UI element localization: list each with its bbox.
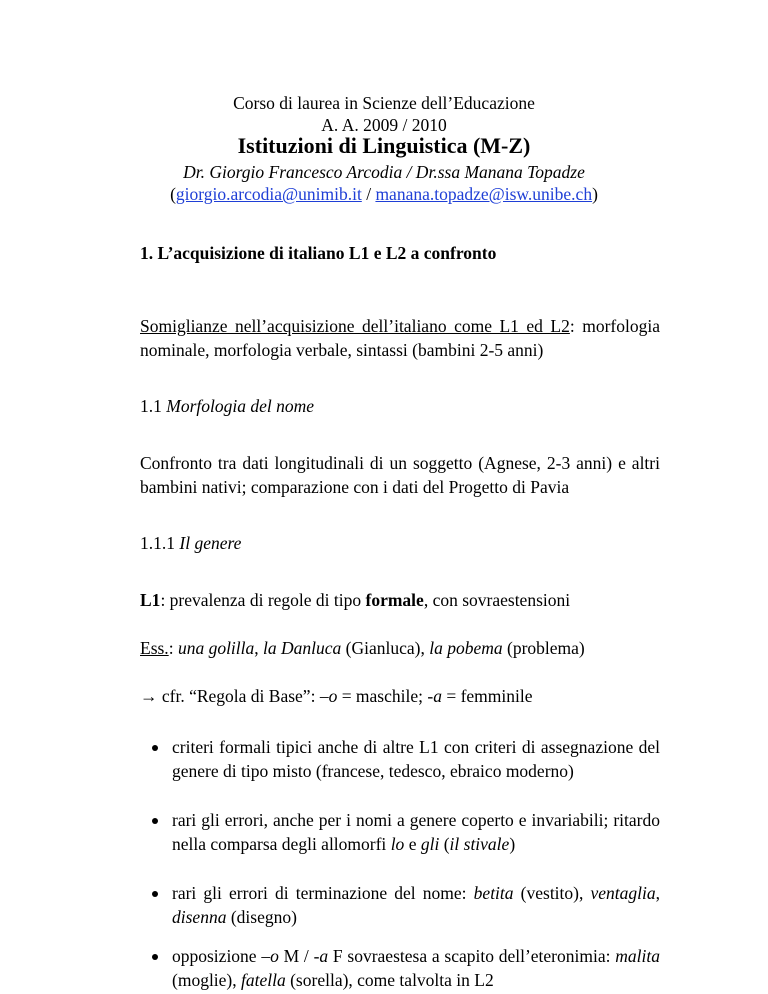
list-item-text-part: rari gli errori, anche per i nomi a genere coperto e invariabili; ritardo nella comparsa degli allomorfi xyxy=(172,810,660,854)
list-item-text-part: (moglie), xyxy=(172,970,242,990)
sub-subsection-number: 1.1.1 xyxy=(140,533,180,553)
bullet-icon xyxy=(152,745,158,751)
example-word: la pobema xyxy=(429,638,503,658)
rule-suffix-o: –o xyxy=(319,686,338,706)
examples-colon: : xyxy=(168,638,178,658)
sub-subsection-title: Il genere xyxy=(179,533,242,553)
examples-line xyxy=(140,637,585,659)
example-word: il stivale xyxy=(449,834,510,854)
page-title: Istituzioni di Linguistica (M-Z) xyxy=(237,133,531,158)
l1-text-end: , con sovraestensioni xyxy=(423,590,571,610)
rule-text-mid: = maschile; xyxy=(337,686,428,706)
rule-text-end: = femminile xyxy=(441,686,533,706)
contacts xyxy=(0,183,768,205)
bullet-icon xyxy=(152,891,158,897)
section-heading: 1. L’acquisizione di italiano L1 e L2 a confronto xyxy=(140,243,497,263)
example-word: –o xyxy=(261,946,279,966)
subsection-heading xyxy=(140,395,314,417)
example-word: gli xyxy=(420,834,440,854)
list-item-text-part: (vestito), xyxy=(513,883,591,903)
example-word: malita xyxy=(615,946,660,966)
arrow-icon: → xyxy=(140,686,158,706)
list-item-text-part: M / xyxy=(278,946,314,966)
list-item-text: criteri formali tipici anche di altre L1 con criteri di assegnazione del genere di tipo misto (francese, tedesco, ebraico moderno) xyxy=(172,737,660,781)
academic-year: A. A. 2009 / 2010 xyxy=(321,115,447,135)
list-item-text-part: (disegno) xyxy=(226,907,297,927)
sub-subsection-heading xyxy=(140,532,241,554)
list-item-text-part: e xyxy=(404,834,421,854)
example-gloss: (Gianluca), xyxy=(341,638,430,658)
list-item-text xyxy=(172,881,660,929)
list-item-text xyxy=(172,944,660,992)
list-item-text-part: , xyxy=(655,883,660,903)
base-rule-line xyxy=(140,685,533,707)
example-word: ventaglia xyxy=(590,883,656,903)
similarities-label: Somiglianze nell’acquisizione dell’italiano come L1 ed L2 xyxy=(140,316,570,336)
examples-sep: , xyxy=(254,638,264,658)
l1-label: L1 xyxy=(140,590,161,610)
rule-text: cfr. “Regola di Base”: xyxy=(157,686,320,706)
example-word: disenna xyxy=(172,907,227,927)
list-item-text-part: rari gli errori di terminazione del nome: xyxy=(172,883,474,903)
teachers: Dr. Giorgio Francesco Arcodia / Dr.ssa Manana Topadze xyxy=(183,162,585,182)
list-item-text-part: ) xyxy=(509,834,516,854)
list-item-text xyxy=(172,808,660,856)
example-gloss: (problema) xyxy=(502,638,585,658)
l1-statement xyxy=(140,589,570,611)
example-word: lo xyxy=(390,834,405,854)
comparison-paragraph: Confronto tra dati longitudinali di un soggetto (Agnese, 2-3 anni) e altri bambini nativi; comparazione con i dati del Progetto di Pavia xyxy=(140,453,660,497)
paren-open: ( xyxy=(170,184,176,204)
rule-suffix-a: -a xyxy=(427,686,442,706)
list-item-text-part: (sorella), come talvolta in L2 xyxy=(285,970,494,990)
paren-close: ) xyxy=(592,184,598,204)
bullet-icon xyxy=(152,954,158,960)
l1-bold-term: formale xyxy=(365,590,424,610)
email-link-arcodia[interactable]: giorgio.arcodia@unimib.it xyxy=(175,184,362,204)
list-item-text-part: F sovraestesa a scapito dell’eteronimia: xyxy=(328,946,616,966)
example-word: una golilla xyxy=(177,638,255,658)
course-name: Corso di laurea in Scienze dell’Educazione xyxy=(233,93,535,113)
bullet-icon xyxy=(152,818,158,824)
list-item-text-part: opposizione xyxy=(172,946,262,966)
subsection-title: Morfologia del nome xyxy=(166,396,315,416)
subsection-number: 1.1 xyxy=(140,396,167,416)
example-word: fatella xyxy=(241,970,286,990)
email-separator: / xyxy=(361,184,376,204)
email-link-topadze[interactable]: manana.topadze@isw.unibe.ch xyxy=(375,184,593,204)
similarities-text: : morfologia nominale, morfologia verbale, sintassi (bambini 2-5 anni) xyxy=(140,316,660,360)
similarities-paragraph xyxy=(140,314,660,362)
list-item-text-part: ( xyxy=(439,834,450,854)
example-word: la Danluca xyxy=(263,638,342,658)
examples-label: Ess. xyxy=(140,638,169,658)
l1-text: : prevalenza di regole di tipo xyxy=(160,590,366,610)
example-word: -a xyxy=(313,946,329,966)
example-word: betita xyxy=(473,883,514,903)
